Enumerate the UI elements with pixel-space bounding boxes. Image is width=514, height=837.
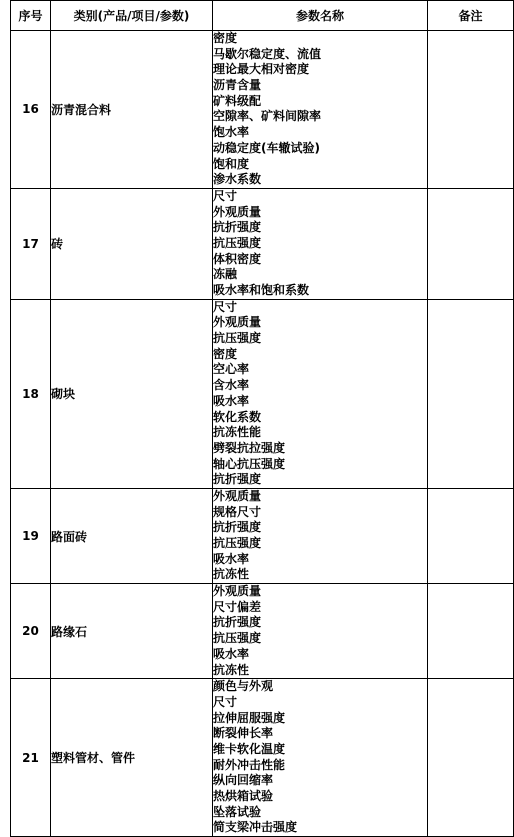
row-number: 21 — [11, 679, 51, 837]
param-item: 饱水率 — [213, 125, 250, 140]
param-item: 渗水系数 — [213, 172, 262, 187]
param-item: 拉伸屈服强度 — [213, 710, 286, 725]
param-item: 规格尺寸 — [213, 504, 262, 519]
row-category: 沥青混合料 — [51, 31, 213, 189]
row-number: 19 — [11, 488, 51, 583]
param-item: 热烘箱试验 — [213, 789, 274, 803]
table-row — [11, 299, 514, 488]
header-row — [11, 1, 514, 31]
param-item: 颜色与外观 — [213, 679, 274, 694]
row-category: 路缘石 — [51, 584, 213, 679]
param-item: 吸水率 — [213, 393, 250, 408]
param-item: 抗折强度 — [213, 520, 262, 535]
param-item: 密度 — [213, 346, 238, 361]
param-item: 抗压强度 — [213, 235, 262, 250]
row-params — [213, 584, 428, 679]
row-note — [428, 299, 514, 488]
param-item: 外观质量 — [213, 315, 262, 330]
param-item: 空心率 — [213, 362, 250, 377]
param-item: 抗折强度 — [213, 615, 262, 630]
param-item: 尺寸偏差 — [213, 599, 262, 614]
row-number: 17 — [11, 188, 51, 299]
param-item: 坠落试验 — [213, 804, 262, 819]
row-category: 砌块 — [51, 299, 213, 488]
param-item: 软化系数 — [213, 409, 262, 424]
param-item: 空隙率、矿料间隙率 — [213, 109, 322, 124]
param-item: 抗折强度 — [213, 220, 262, 235]
param-item: 密度 — [213, 31, 238, 45]
row-number: 20 — [11, 584, 51, 679]
param-item: 吸水率 — [213, 646, 250, 661]
header-category: 类别(产品/项目/参数) — [51, 1, 213, 31]
param-item: 理论最大相对密度 — [213, 62, 310, 77]
table-body — [11, 31, 514, 837]
param-item: 马歇尔稳定度、流值 — [213, 46, 322, 61]
param-item: 断裂伸长率 — [213, 726, 274, 741]
param-item: 抗冻性能 — [213, 425, 262, 440]
row-params — [213, 31, 428, 189]
row-number: 18 — [11, 299, 51, 488]
param-item: 简支梁冲击强度 — [213, 820, 298, 835]
param-item: 动稳定度(车辙试验) — [213, 140, 320, 155]
param-item: 尺寸 — [213, 299, 238, 314]
param-item: 尺寸 — [213, 188, 238, 203]
param-item: 吸水率 — [213, 551, 250, 566]
param-item: 劈裂抗拉强度 — [213, 440, 286, 455]
table-row — [11, 31, 514, 189]
param-item: 轴心抗压强度 — [213, 456, 286, 471]
param-item: 抗压强度 — [213, 536, 262, 550]
row-params — [213, 299, 428, 488]
table-row — [11, 584, 514, 679]
parameter-table — [10, 0, 514, 837]
row-category: 塑料管材、管件 — [51, 679, 213, 837]
header-note: 备注 — [428, 1, 514, 31]
param-item: 抗压强度 — [213, 331, 262, 346]
row-category: 路面砖 — [51, 488, 213, 583]
row-note — [428, 188, 514, 299]
row-params — [213, 488, 428, 583]
param-item: 体积密度 — [213, 251, 262, 266]
row-note — [428, 488, 514, 583]
param-item: 耐外冲击性能 — [213, 757, 286, 772]
row-note — [428, 679, 514, 837]
param-item: 冻融 — [213, 267, 238, 282]
row-category: 砖 — [51, 188, 213, 299]
header-no: 序号 — [11, 1, 51, 31]
row-params — [213, 679, 428, 837]
row-note — [428, 31, 514, 189]
table-row — [11, 679, 514, 837]
param-item: 外观质量 — [213, 204, 262, 219]
table-row — [11, 488, 514, 583]
param-item: 抗压强度 — [213, 631, 262, 646]
header-param-name: 参数名称 — [213, 1, 428, 31]
param-item: 外观质量 — [213, 584, 262, 599]
param-item: 外观质量 — [213, 488, 262, 503]
param-item: 尺寸 — [213, 694, 238, 709]
param-item: 饱和度 — [213, 156, 250, 171]
param-item: 吸水率和饱和系数 — [213, 283, 310, 297]
row-number: 16 — [11, 31, 51, 189]
param-item: 含水率 — [213, 378, 250, 393]
param-item: 维卡软化温度 — [213, 741, 286, 756]
param-item: 抗冻性 — [213, 567, 250, 582]
param-item: 纵向回缩率 — [213, 773, 274, 788]
table-row — [11, 188, 514, 299]
row-note — [428, 584, 514, 679]
param-item: 矿料级配 — [213, 93, 262, 108]
param-item: 抗冻性 — [213, 662, 250, 677]
row-params — [213, 188, 428, 299]
param-item: 抗折强度 — [213, 472, 262, 487]
param-item: 沥青含量 — [213, 78, 262, 93]
